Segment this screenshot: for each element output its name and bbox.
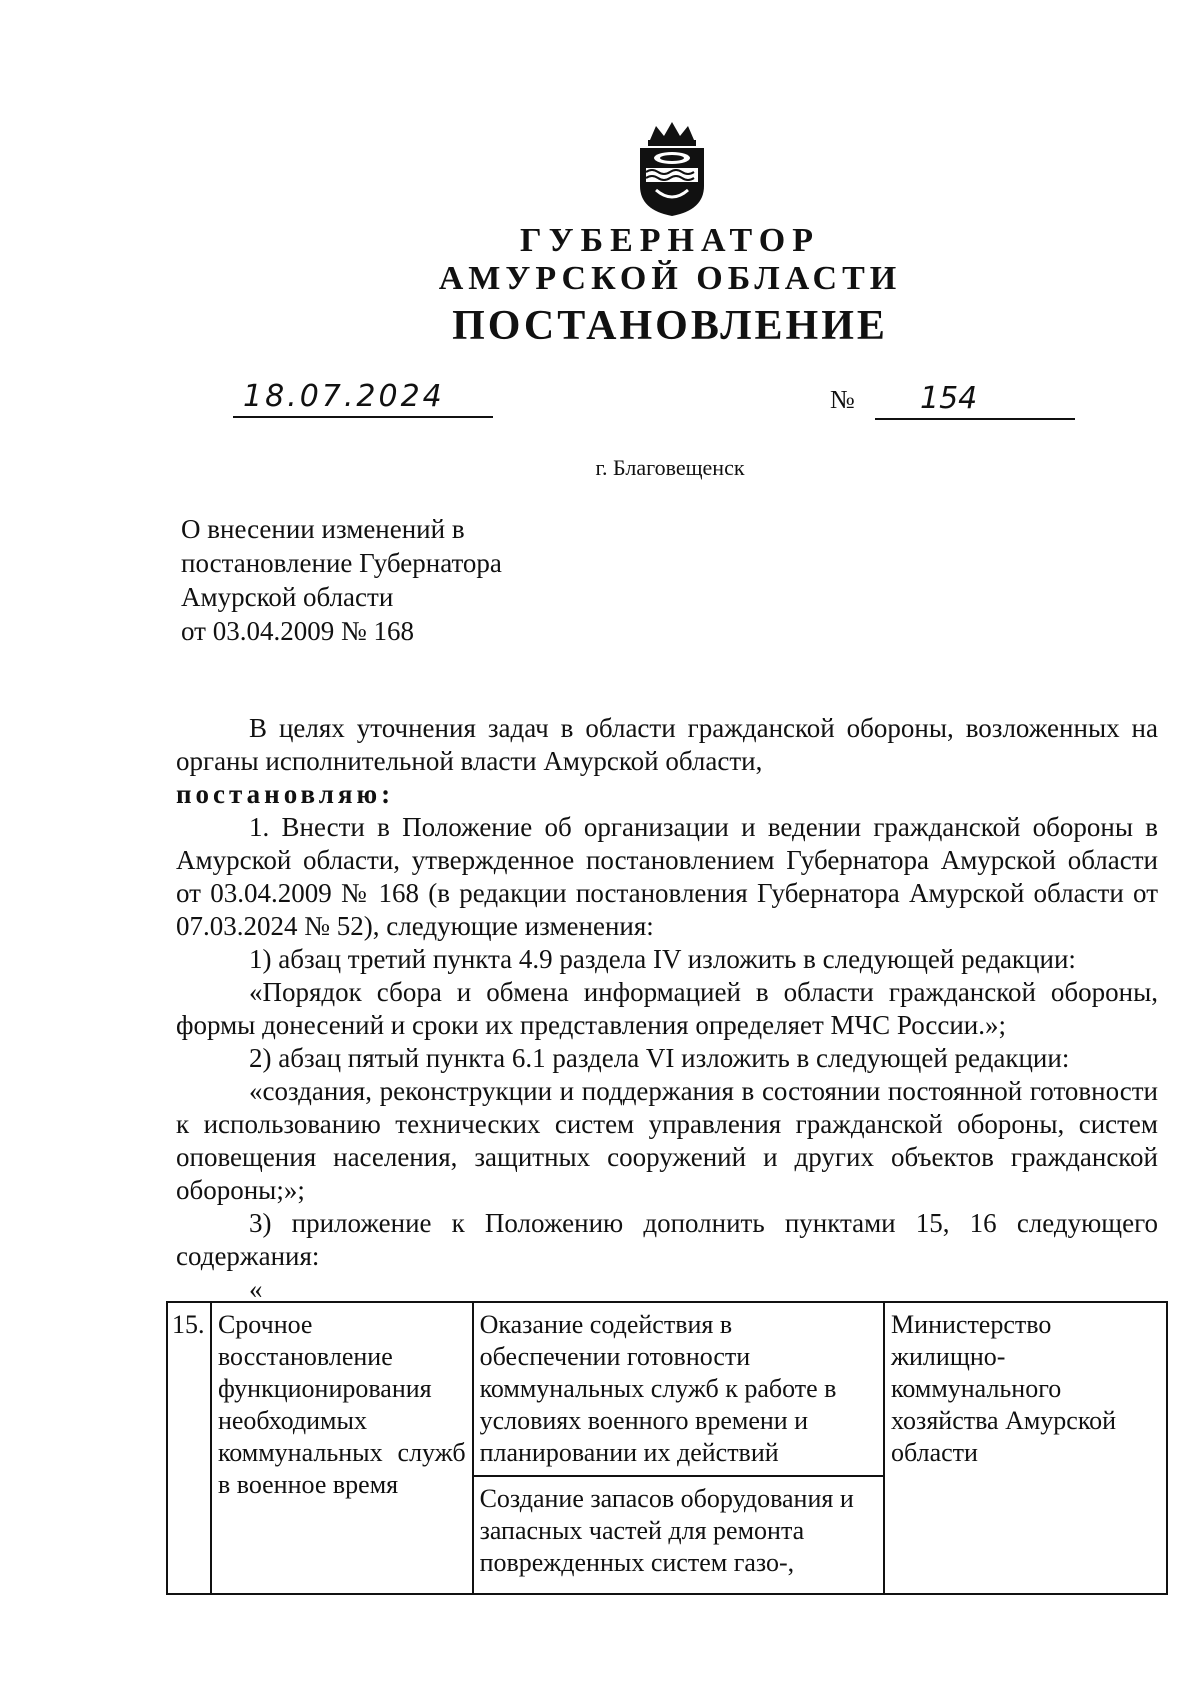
subject-line: постановление Губернатора — [181, 548, 502, 578]
document-number: 154 — [875, 380, 1075, 420]
table-row — [167, 1302, 1167, 1476]
subclause-2-text: «создания, реконструкции и поддержания в состоянии постоянной готовности к использованию технических систем управления гражданской обороны, систем оповещения населения, защитных сооружений и других объектов гражданской обороны;»; — [176, 1076, 1158, 1205]
opening-quote: « — [249, 1274, 263, 1304]
subclause-2: 2) абзац пятый пункта 6.1 раздела VI изложить в следующей редакции: — [249, 1043, 1070, 1073]
document-subject — [181, 512, 502, 648]
decree-word: постановляю: — [176, 779, 395, 809]
subject-line: Амурской области — [181, 582, 394, 612]
subject-line: О внесении изменений в — [181, 514, 465, 544]
issuer-title: ГУБЕРНАТОР — [520, 222, 820, 259]
document-date: 18.07.2024 — [233, 378, 493, 418]
subject-line: от 03.04.2009 № 168 — [181, 616, 414, 646]
subclause-1: 1) абзац третий пункта 4.9 раздела IV изложить в следующей редакции: — [249, 944, 1076, 974]
clause-1: 1. Внести в Положение об организации и ведении гражданской обороны в Амурской области, утвержденное постановлением Губернатора Амурской области от 03.04.2009 № 168 (в редакции постановления Губернатора Амурской области от 07.03.2024 № 52), следующие изменения: — [176, 812, 1158, 941]
row-number: 15. — [167, 1302, 211, 1594]
issuer-region: АМУРСКОЙ ОБЛАСТИ — [438, 260, 902, 297]
subclause-3: 3) приложение к Положению дополнить пунктами 15, 16 следующего содержания: — [176, 1208, 1158, 1271]
amur-region-coat-of-arms-icon — [632, 118, 712, 218]
annex-table — [166, 1301, 1168, 1595]
document-type: ПОСТАНОВЛЕНИЕ — [452, 303, 888, 349]
measure-name: Срочное восстановление функционирования необходимых коммунальных служб в военное время — [211, 1302, 473, 1594]
responsible-body: Министерство жилищно-коммунального хозяйства Амурской области — [884, 1302, 1167, 1594]
task-cell: Оказание содействия в обеспечении готовности коммунальных служб к работе в условиях военного времени и планировании их действий — [473, 1302, 884, 1476]
intro-paragraph: В целях уточнения задач в области гражданской обороны, возложенных на органы исполнительной власти Амурской области, — [176, 713, 1158, 776]
issue-city: г. Благовещенск — [595, 455, 745, 480]
document-body — [176, 712, 1158, 1306]
number-sign: № — [830, 385, 855, 414]
task-cell: Создание запасов оборудования и запасных частей для ремонта поврежденных систем газо-, — [473, 1476, 884, 1594]
subclause-1-text: «Порядок сбора и обмена информацией в области гражданской обороны, формы донесений и сроки их представления определяет МЧС России.»; — [176, 977, 1158, 1040]
